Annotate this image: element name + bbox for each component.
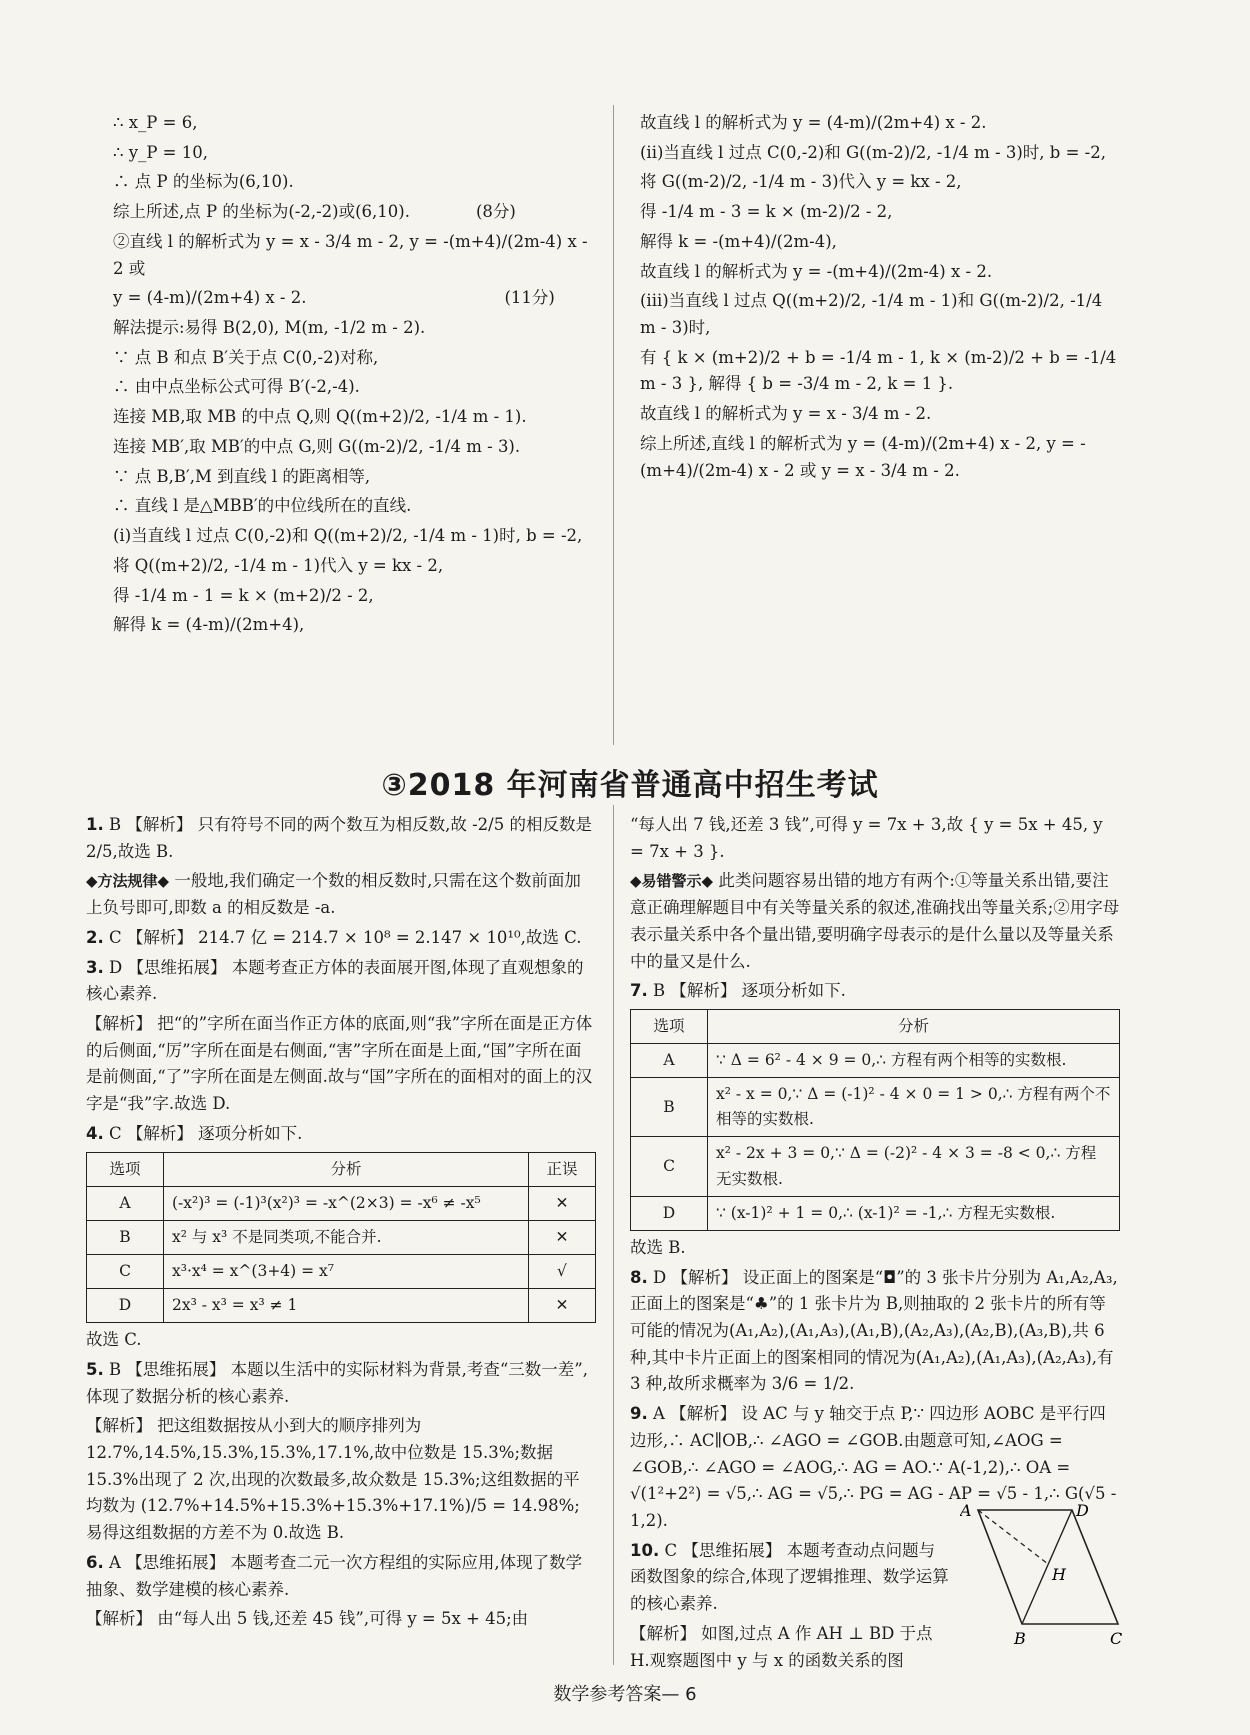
option-cell: B xyxy=(631,1078,708,1137)
column-divider xyxy=(613,105,614,745)
answer-text: D 【思维拓展】 本题考查正方体的表面展开图,体现了直观想象的核心素养. xyxy=(86,957,584,1004)
question-7 xyxy=(630,978,1120,1005)
text-line: (i)当直线 l 过点 C(0,-2)和 Q((m+2)/2, -1/4 m - 1)时, b = -2, xyxy=(113,526,583,546)
option-cell: C xyxy=(87,1254,164,1288)
parallelogram-diagram xyxy=(960,1502,1130,1652)
question-3 xyxy=(86,955,596,1008)
question-number: 7. xyxy=(630,981,648,1001)
question-number: 5. xyxy=(86,1359,104,1379)
left-column-top xyxy=(113,110,595,642)
answer-text: D 【解析】 设正面上的图案是“◘”的 3 张卡片分别为 A₁,A₂,A₃,正面上的图案是“♣”的 1 张卡片为 B,则抽取的 2 张卡片的所有等可能的情况为(A₁,A₂),(A₁,A₃),(A₁,B),(A₂,A₃),(A₂,B),(A₃,B),共 6 种,其中卡片正面上的图案相同的情况为(A₁,A₂),(A₁,A₃),(A₂,A₃),有 3 种,故所求概率为 3/6 = 1/2. xyxy=(630,1267,1118,1394)
answer-text: C 【思维拓展】 本题考查动点问题与函数图象的综合,体现了逻辑推理、数学运算的核心素养. xyxy=(630,1540,949,1614)
option-cell: A xyxy=(631,1044,708,1078)
analysis-table-q7 xyxy=(630,1009,1120,1231)
tip-text: 此类问题容易出错的地方有两个:①等量关系出错,要注意正确理解题目中有关等量关系的叙述,准确找出等量关系;②用字母表示量关系中各个量出错,要明确字母表示的是什么量以及等量关系中的量又是什么. xyxy=(630,871,1120,971)
text-line: 解法提示:易得 B(2,0), M(m, -1/2 m - 2). xyxy=(113,318,426,338)
text-line: 得 -1/4 m - 3 = k × (m-2)/2 - 2, xyxy=(640,202,893,222)
question-number: 8. xyxy=(630,1267,648,1287)
analysis-cell: ∵ Δ = 6² - 4 × 9 = 0,∴ 方程有两个相等的实数根. xyxy=(708,1044,1120,1078)
table-header-row xyxy=(87,1152,596,1186)
section-title: ③2018 年河南省普通高中招生考试 xyxy=(381,768,879,803)
explanation-text: 【解析】 如图,过点 A 作 AH ⊥ BD 于点 H.观察题图中 y 与 x 的函数关系的图 xyxy=(630,1623,933,1670)
label-h: H xyxy=(1052,1565,1066,1584)
table-row xyxy=(87,1289,596,1323)
text-line: 故直线 l 的解析式为 y = x - 3/4 m - 2. xyxy=(640,404,932,424)
tip-title: ◆易错警示◆ xyxy=(630,872,714,891)
text-line: ∴ x_P = 6, xyxy=(113,113,198,132)
option-cell: B xyxy=(87,1220,164,1254)
explanation-text: 【解析】 由“每人出 5 钱,还差 45 钱”,可得 y = 5x + 45;由 xyxy=(86,1609,529,1629)
question-5 xyxy=(86,1357,596,1410)
text-line: 将 G((m-2)/2, -1/4 m - 3)代入 y = kx - 2, xyxy=(640,172,962,192)
question-number: 4. xyxy=(86,1123,104,1143)
question-10-block xyxy=(630,1538,950,1675)
label-a: A xyxy=(960,1502,972,1520)
text-line: ∴ 直线 l 是△MBB′的中位线所在的直线. xyxy=(113,496,412,516)
text-line: 解得 k = -(m+4)/(2m-4), xyxy=(640,231,837,251)
text-line: 综上所述,点 P 的坐标为(-2,-2)或(6,10). (8分) xyxy=(113,202,516,222)
text-line: ∵ 点 B,B′,M 到直线 l 的距离相等, xyxy=(113,466,371,486)
analysis-cell: x² - x = 0,∵ Δ = (-1)² - 4 × 0 = 1 > 0,∴ 方程有两个不相等的实数根. xyxy=(708,1078,1120,1137)
tip-block xyxy=(86,868,596,921)
text-line: (ii)当直线 l 过点 C(0,-2)和 G((m-2)/2, -1/4 m - 3)时, b = -2, xyxy=(640,142,1106,162)
text-line: 故直线 l 的解析式为 y = (4-m)/(2m+4) x - 2. xyxy=(640,113,987,132)
answer-text: B 【解析】 逐项分析如下. xyxy=(653,981,846,1001)
tip-title: ◆方法规律◆ xyxy=(86,872,170,891)
verdict-cell: ✕ xyxy=(529,1289,596,1323)
page-footer: 数学参考答案— 6 xyxy=(553,1684,697,1705)
analysis-cell: 2x³ - x³ = x³ ≠ 1 xyxy=(164,1289,529,1323)
column-divider xyxy=(613,805,614,1665)
question-number: 6. xyxy=(86,1552,104,1572)
text-line: 将 Q((m+2)/2, -1/4 m - 1)代入 y = kx - 2, xyxy=(113,555,444,575)
label-b: B xyxy=(1014,1629,1026,1648)
answer-text: A 【思维拓展】 本题考查二元一次方程组的实际应用,体现了数学抽象、数学建模的核心素养. xyxy=(86,1552,583,1599)
table-row xyxy=(87,1186,596,1220)
option-cell: D xyxy=(87,1289,164,1323)
explanation-text: 【解析】 把这组数据按从小到大的顺序排列为 12.7%,14.5%,15.3%,15.3%,17.1%,故中位数是 15.3%;数据 15.3%出现了 2 次,出现的次数最多,故众数是 15.3%;这组数据的平均数为 (12.7%+14.5%+15.3%+15.3%+17.1%)/5 = 14.98%;易得这组数据的方差不为 0.故选 B. xyxy=(86,1416,580,1543)
question-number: 3. xyxy=(86,957,104,977)
table-row xyxy=(631,1137,1120,1196)
explanation-text: 【解析】 把“的”字所在面当作正方体的底面,则“我”字所在面是正方体的后侧面,“厉”字所在面是右侧面,“害”字所在面是上面,“国”字所在面是前侧面,“了”字所在面是左侧面.故与“国”字所在的面相对的面上的汉字是“我”字.故选 D. xyxy=(86,1014,593,1114)
analysis-cell: (-x²)³ = (-1)³(x²)³ = -x^(2×3) = -x⁶ ≠ -x⁵ xyxy=(164,1186,529,1220)
explanation-text: “每人出 7 钱,还差 3 钱”,可得 y = 7x + 3,故 { y = 5x + 45, y = 7x + 3 }. xyxy=(630,815,1103,861)
verdict-cell: ✕ xyxy=(529,1186,596,1220)
column-header: 分析 xyxy=(164,1152,529,1186)
text-line: (iii)当直线 l 过点 Q((m+2)/2, -1/4 m - 1)和 G((m-2)/2, -1/4 m - 3)时, xyxy=(640,291,1103,338)
question-4 xyxy=(86,1121,596,1148)
parallelogram-shape xyxy=(978,1510,1118,1624)
table-row xyxy=(87,1254,596,1288)
column-header: 分析 xyxy=(708,1010,1120,1044)
text-line: ∴ 由中点坐标公式可得 B′(-2,-4). xyxy=(113,377,360,397)
answer-text: A 【解析】 设 AC 与 y 轴交于点 P,∵ 四边形 AOBC 是平行四边形,∴ AC∥OB,∴ ∠AGO = ∠GOB.由题意可知,∠AOG = ∠GOB,∴ ∠AGO = ∠AOG,∴ AG = AO.∵ A(-1,2),∴ OA = √(1²+2²) = √5,∴ AG = √5,∴ PG = AG - AP = √5 - 1,∴ G(√5 - 1,2). xyxy=(630,1404,1117,1530)
text-line: ∴ 点 P 的坐标为(6,10). xyxy=(113,172,294,192)
conclusion-text: 故选 C. xyxy=(86,1330,142,1350)
answer-text: C 【解析】 214.7 亿 = 214.7 × 10⁸ = 2.147 × 10¹⁰,故选 C. xyxy=(109,927,582,947)
text-line: ∵ 点 B 和点 B′关于点 C(0,-2)对称, xyxy=(113,347,379,367)
question-1 xyxy=(86,812,596,865)
answer-text: B 【思维拓展】 本题以生活中的实际材料为背景,考查“三数一差”,体现了数据分析的核心素养. xyxy=(86,1359,588,1406)
question-number: 10. xyxy=(630,1540,660,1560)
text-line: 故直线 l 的解析式为 y = -(m+4)/(2m-4) x - 2. xyxy=(640,261,993,281)
verdict-cell: √ xyxy=(529,1254,596,1288)
text-line: 有 { k × (m+2)/2 + b = -1/4 m - 1, k × (m-2)/2 + b = -1/4 m - 3 }, 解得 { b = -3/4 m - 2, k = 1 }. xyxy=(640,347,1117,394)
table-row xyxy=(631,1078,1120,1137)
conclusion-text: 故选 B. xyxy=(630,1237,686,1257)
label-d: D xyxy=(1076,1502,1089,1520)
table-row xyxy=(631,1044,1120,1078)
analysis-cell: x² - 2x + 3 = 0,∵ Δ = (-2)² - 4 × 3 = -8 < 0,∴ 方程无实数根. xyxy=(708,1137,1120,1196)
column-header: 选项 xyxy=(631,1010,708,1044)
verdict-cell: ✕ xyxy=(529,1220,596,1254)
left-column-bottom xyxy=(86,812,596,1636)
analysis-cell: x³·x⁴ = x^(3+4) = x⁷ xyxy=(164,1254,529,1288)
question-6 xyxy=(86,1550,596,1603)
text-line: 综上所述,直线 l 的解析式为 y = (4-m)/(2m+4) x - 2, y = -(m+4)/(2m-4) x - 2 或 y = x - 3/4 m - 2. xyxy=(640,433,1086,480)
analysis-table-q4 xyxy=(86,1152,596,1324)
question-number: 1. xyxy=(86,815,104,834)
question-number: 9. xyxy=(630,1404,648,1424)
table-row xyxy=(631,1196,1120,1230)
column-header: 选项 xyxy=(87,1152,164,1186)
tip-text: 一般地,我们确定一个数的相反数时,只需在这个数前面加上负号即可,即数 a 的相反数是 -a. xyxy=(86,871,581,918)
table-header-row xyxy=(631,1010,1120,1044)
option-cell: C xyxy=(631,1137,708,1196)
text-line: 连接 MB,取 MB 的中点 Q,则 Q((m+2)/2, -1/4 m - 1). xyxy=(113,407,527,427)
analysis-cell: x² 与 x³ 不是同类项,不能合并. xyxy=(164,1220,529,1254)
right-column-top xyxy=(640,110,1120,487)
analysis-cell: ∵ (x-1)² + 1 = 0,∴ (x-1)² = -1,∴ 方程无实数根. xyxy=(708,1196,1120,1230)
answer-text: B 【解析】 只有符号不同的两个数互为相反数,故 -2/5 的相反数是 2/5,故选 B. xyxy=(86,815,592,861)
answer-text: C 【解析】 逐项分析如下. xyxy=(109,1123,303,1143)
text-line: 连接 MB′,取 MB′的中点 G,则 G((m-2)/2, -1/4 m - 3). xyxy=(113,436,521,456)
question-10 xyxy=(630,1538,950,1618)
label-c: C xyxy=(1110,1629,1123,1648)
question-8 xyxy=(630,1265,1120,1399)
question-number: 2. xyxy=(86,927,104,947)
question-2 xyxy=(86,925,596,952)
text-line: ∴ y_P = 10, xyxy=(113,142,208,162)
text-line: 解得 k = (4-m)/(2m+4), xyxy=(113,615,305,635)
text-line: y = (4-m)/(2m+4) x - 2. (11分) xyxy=(113,288,555,308)
tip-block xyxy=(630,868,1120,975)
text-line: ②直线 l 的解析式为 y = x - 3/4 m - 2, y = -(m+4)/(2m-4) x - 2 或 xyxy=(113,231,588,278)
text-line: 得 -1/4 m - 1 = k × (m+2)/2 - 2, xyxy=(113,585,374,605)
column-header: 正误 xyxy=(529,1152,596,1186)
option-cell: D xyxy=(631,1196,708,1230)
option-cell: A xyxy=(87,1186,164,1220)
table-row xyxy=(87,1220,596,1254)
